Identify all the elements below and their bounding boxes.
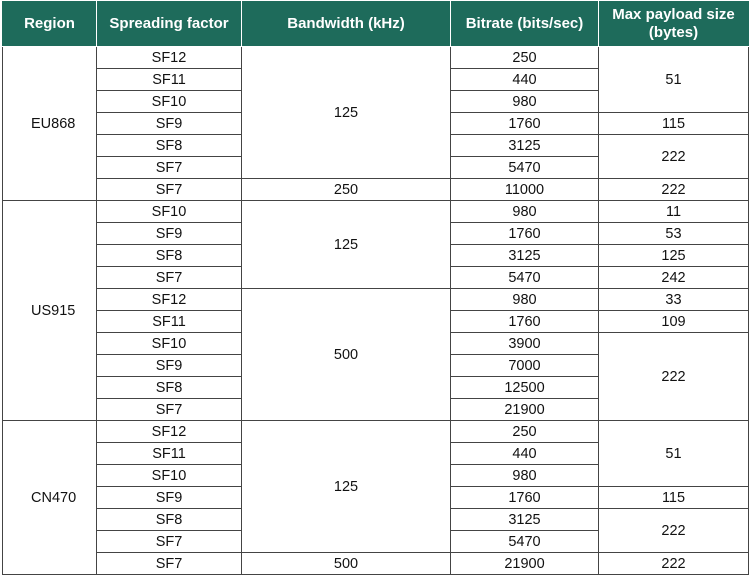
lorawan-data-rate-table (2, 1, 749, 575)
bandwidth-cell: 500 (242, 553, 451, 575)
payload-cell: 115 (599, 487, 749, 509)
spreading-factor-cell: SF8 (97, 377, 242, 399)
spreading-factor-cell: SF7 (97, 399, 242, 421)
spreading-factor-cell: SF12 (97, 47, 242, 69)
payload-cell: 53 (599, 223, 749, 245)
bitrate-cell: 1760 (451, 311, 599, 333)
bitrate-cell: 1760 (451, 487, 599, 509)
bitrate-cell: 5470 (451, 531, 599, 553)
lorawan-data-rate-table-container (2, 1, 748, 575)
bitrate-cell: 440 (451, 443, 599, 465)
spreading-factor-cell: SF10 (97, 333, 242, 355)
column-header-spreading-factor: Spreading factor (97, 2, 242, 47)
spreading-factor-cell: SF9 (97, 355, 242, 377)
spreading-factor-cell: SF9 (97, 487, 242, 509)
spreading-factor-cell: SF11 (97, 443, 242, 465)
bitrate-cell: 250 (451, 421, 599, 443)
bitrate-cell: 3900 (451, 333, 599, 355)
spreading-factor-cell: SF11 (97, 69, 242, 91)
spreading-factor-cell: SF9 (97, 223, 242, 245)
bitrate-cell: 1760 (451, 223, 599, 245)
bitrate-cell: 980 (451, 465, 599, 487)
bitrate-cell: 21900 (451, 399, 599, 421)
spreading-factor-cell: SF7 (97, 267, 242, 289)
bandwidth-cell: 125 (242, 421, 451, 553)
table-row (3, 179, 749, 201)
bitrate-cell: 3125 (451, 509, 599, 531)
payload-cell: 109 (599, 311, 749, 333)
bitrate-cell: 3125 (451, 245, 599, 267)
table-row (3, 47, 749, 69)
bitrate-cell: 7000 (451, 355, 599, 377)
bandwidth-cell: 125 (242, 201, 451, 289)
bitrate-cell: 5470 (451, 267, 599, 289)
bitrate-cell: 1760 (451, 113, 599, 135)
spreading-factor-cell: SF10 (97, 201, 242, 223)
spreading-factor-cell: SF7 (97, 179, 242, 201)
spreading-factor-cell: SF10 (97, 91, 242, 113)
table-row (3, 553, 749, 575)
spreading-factor-cell: SF12 (97, 421, 242, 443)
spreading-factor-cell: SF9 (97, 113, 242, 135)
table-row (3, 421, 749, 443)
spreading-factor-cell: SF7 (97, 157, 242, 179)
column-header-bandwidth: Bandwidth (kHz) (242, 2, 451, 47)
column-header-max-payload: Max payload size (bytes) (599, 2, 749, 47)
payload-cell: 33 (599, 289, 749, 311)
region-cell: EU868 (3, 47, 97, 201)
payload-cell: 222 (599, 179, 749, 201)
bandwidth-cell: 500 (242, 289, 451, 421)
payload-cell: 242 (599, 267, 749, 289)
table-row (3, 201, 749, 223)
payload-cell: 222 (599, 509, 749, 553)
spreading-factor-cell: SF7 (97, 553, 242, 575)
region-cell: CN470 (3, 421, 97, 575)
bitrate-cell: 21900 (451, 553, 599, 575)
spreading-factor-cell: SF8 (97, 245, 242, 267)
bitrate-cell: 11000 (451, 179, 599, 201)
bandwidth-cell: 125 (242, 47, 451, 179)
spreading-factor-cell: SF8 (97, 135, 242, 157)
spreading-factor-cell: SF11 (97, 311, 242, 333)
payload-cell: 51 (599, 47, 749, 113)
payload-cell: 115 (599, 113, 749, 135)
bitrate-cell: 980 (451, 289, 599, 311)
column-header-bitrate: Bitrate (bits/sec) (451, 2, 599, 47)
column-header-region: Region (3, 2, 97, 47)
payload-cell: 51 (599, 421, 749, 487)
bitrate-cell: 5470 (451, 157, 599, 179)
spreading-factor-cell: SF10 (97, 465, 242, 487)
bitrate-cell: 12500 (451, 377, 599, 399)
bitrate-cell: 250 (451, 47, 599, 69)
spreading-factor-cell: SF8 (97, 509, 242, 531)
payload-cell: 222 (599, 333, 749, 421)
bitrate-cell: 3125 (451, 135, 599, 157)
payload-cell: 125 (599, 245, 749, 267)
spreading-factor-cell: SF7 (97, 531, 242, 553)
bitrate-cell: 980 (451, 91, 599, 113)
table-header-row (3, 2, 749, 47)
payload-cell: 222 (599, 135, 749, 179)
bitrate-cell: 440 (451, 69, 599, 91)
payload-cell: 11 (599, 201, 749, 223)
payload-cell: 222 (599, 553, 749, 575)
bandwidth-cell: 250 (242, 179, 451, 201)
table-row (3, 289, 749, 311)
bitrate-cell: 980 (451, 201, 599, 223)
region-cell: US915 (3, 201, 97, 421)
spreading-factor-cell: SF12 (97, 289, 242, 311)
